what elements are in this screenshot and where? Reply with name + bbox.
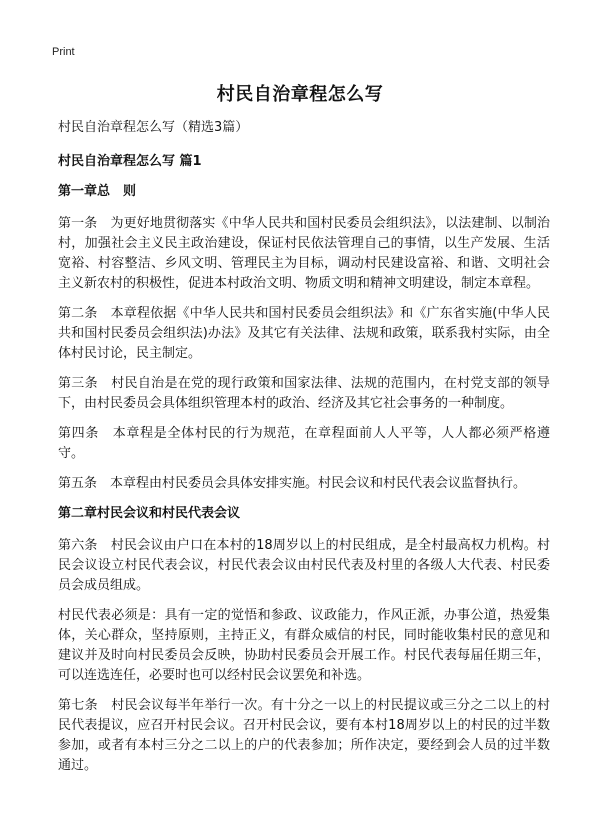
- page-title: 村民自治章程怎么写: [216, 84, 384, 105]
- article-3: 第三条 村民自治是在党的现行政策和国家法律、法规的范围内，在村党支部的领导下，由村民委员会具体组织管理本村的政治、经济及其它社会事务的一种制度。: [58, 376, 550, 411]
- document-body: [58, 118, 550, 786]
- article-2: 第二条 本章程依据《中华人民共和国村民委员会组织法》和《广东省实施(中华人民共和国村民委员会组织法)办法》及其它有关法律、法规和政策，联系我村实际，由全体村民讨论，民主制定。: [58, 306, 550, 361]
- representative-requirements: 村民代表必须是：具有一定的觉悟和参政、议政能力，作风正派，办事公道，热爱集体，关心群众，坚持原则，主持正义，有群众威信的村民，同时能收集村民的意见和建议并及时向村民委员会反映，协助村民委员会开展工作。村民代表每届任期三年，可以连选连任，必要时也可以经村民会议罢免和补选。: [58, 608, 550, 683]
- print-label: Print: [52, 46, 75, 58]
- article-6: 第六条 村民会议由户口在本村的18周岁以上的村民组成，是全村最高权力机构。村民会议设立村民代表会议，村民代表会议由村民代表及村里的各级人大代表、村民委员会成员组成。: [58, 538, 550, 593]
- document-subtitle: 村民自治章程怎么写（精选3篇）: [58, 120, 249, 135]
- section-heading: 村民自治章程怎么写 篇1: [58, 154, 202, 169]
- article-7: 第七条 村民会议每半年举行一次。有十分之一以上的村民提议或三分之二以上的村民代表提议，应召开村民会议。召开村民会议，要有本村18周岁以上的村民的过半数参加，或者有本村三分之二以上的户的代表参加；所作决定，要经到会人员的过半数通过。: [58, 698, 550, 773]
- article-1: 第一条 为更好地贯彻落实《中华人民共和国村民委员会组织法》，以法建制、以制治村，加强社会主义民主政治建设，保证村民依法管理自己的事情，以生产发展、生活宽裕、村容整洁、乡风文明、管理民主为目标，调动村民建设富裕、和谐、文明社会主义新农村的积极性，促进本村政治文明、物质文明和精神文明建设，制定本章程。: [58, 216, 550, 291]
- chapter-1-heading: 第一章总 则: [58, 184, 137, 199]
- article-4: 第四条 本章程是全体村民的行为规范，在章程面前人人平等，人人都必须严格遵守。: [58, 426, 550, 461]
- chapter-2-heading: 第二章村民会议和村民代表会议: [58, 506, 241, 521]
- article-5: 第五条 本章程由村民委员会具体安排实施。村民会议和村民代表会议监督执行。: [58, 476, 527, 491]
